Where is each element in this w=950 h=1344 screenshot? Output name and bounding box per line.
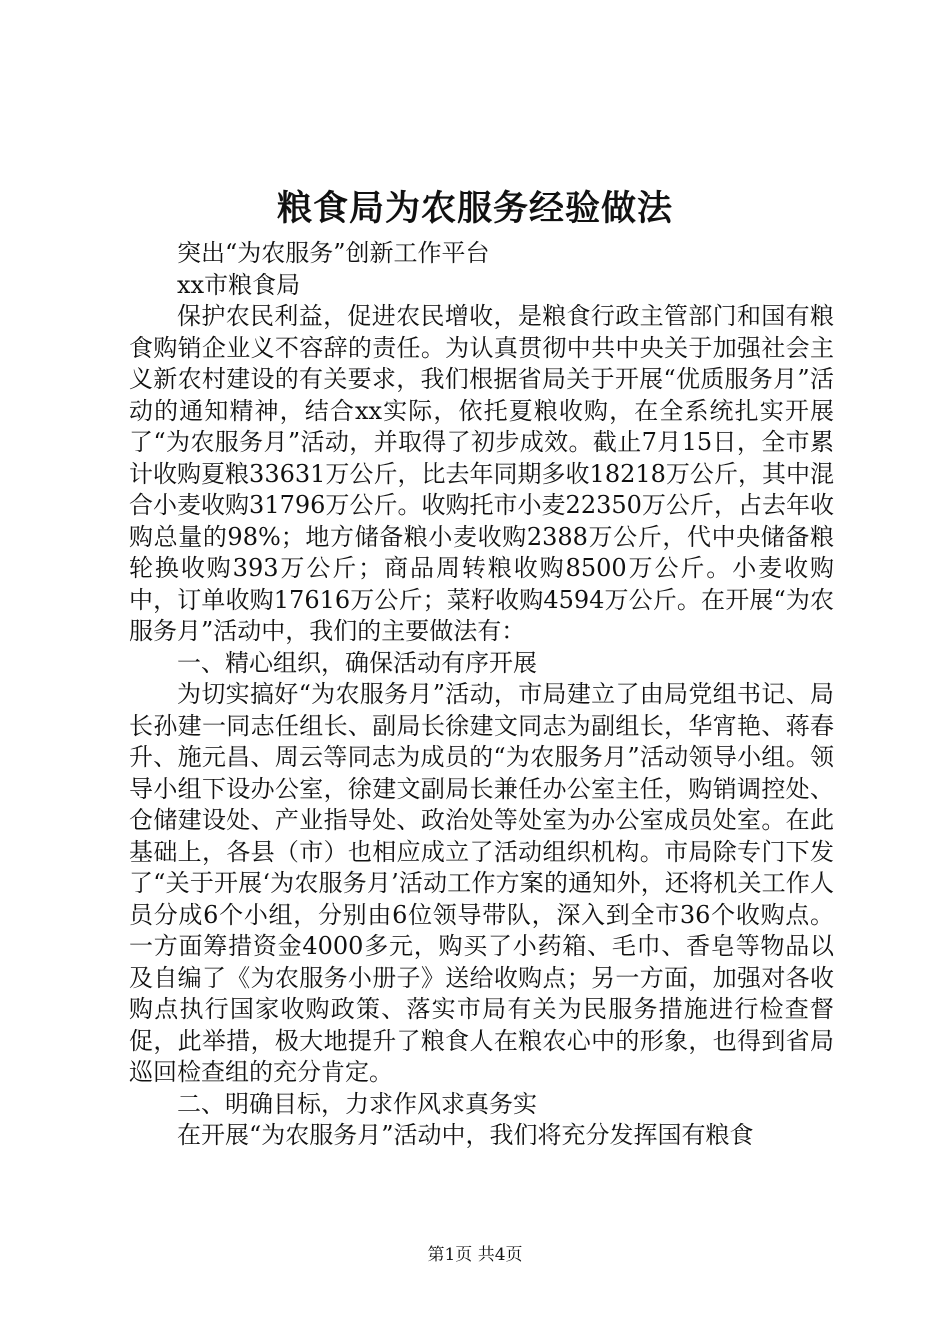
- section-2-paragraph: 在开展“为农服务月”活动中，我们将充分发挥国有粮食: [177, 1121, 754, 1149]
- page-footer: 第1页 共4页: [427, 1245, 523, 1265]
- intro-paragraph: 保护农民利益，促进农民增收，是粮食行政主管部门和国有粮食购销企业义不容辞的责任。为认真贯彻中共中央关于加强社会主义新农村建设的有关要求，我们根据省局关于开展“优质服务月”活动的通知精神，结合xx实际，依托夏粮收购，在全系统扎实开展了“为农服务月”活动，并取得了初步成效。截止7月15日，全市累计收购夏粮33631万公斤，比去年同期多收18218万公斤，其中混合小麦收购31796万公斤。收购托市小麦22350万公斤，占去年收购总量的98%；地方储备粮小麦收购2388万公斤，代中央储备粮轮换收购393万公斤；商品周转粮收购8500万公斤。小麦收购中，订单收购17616万公斤；菜籽收购4594万公斤。在开展“为农服务月”活动中，我们的主要做法有：: [129, 302, 834, 645]
- section-heading-2: 二、明确目标，力求作风求真务实: [177, 1089, 537, 1118]
- document-body: [129, 238, 834, 1152]
- document-title: 粮食局为农服务经验做法: [276, 188, 673, 229]
- subtitle-paragraph: 突出“为农服务”创新工作平台: [177, 239, 490, 267]
- section-1-paragraph: 为切实搞好“为农服务月”活动，市局建立了由局党组书记、局长孙建一同志任组长、副局长徐建文同志为副组长，华宵艳、蒋春升、施元昌、周云等同志为成员的“为农服务月”活动领导小组。领导小组下设办公室，徐建文副局长兼任办公室主任，购销调控处、仓储建设处、产业指导处、政治处等处室为办公室成员处室。在此基础上，各县（市）也相应成立了活动组织机构。市局除专门下发了“关于开展‘为农服务月’活动工作方案的通知外，还将机关工作人员分成6个小组，分别由6位领导带队，深入到全市36个收购点。一方面筹措资金4000多元，购买了小药箱、毛巾、香皂等物品以及自编了《为农服务小册子》送给收购点；另一方面，加强对各收购点执行国家收购政策、落实市局有关为民服务措施进行检查督促，此举措，极大地提升了粮食人在粮农心中的形象，也得到省局巡回检查组的充分肯定。: [129, 680, 834, 1086]
- section-heading-1: 一、精心组织，确保活动有序开展: [177, 648, 537, 677]
- author-paragraph: xx市粮食局: [177, 270, 301, 299]
